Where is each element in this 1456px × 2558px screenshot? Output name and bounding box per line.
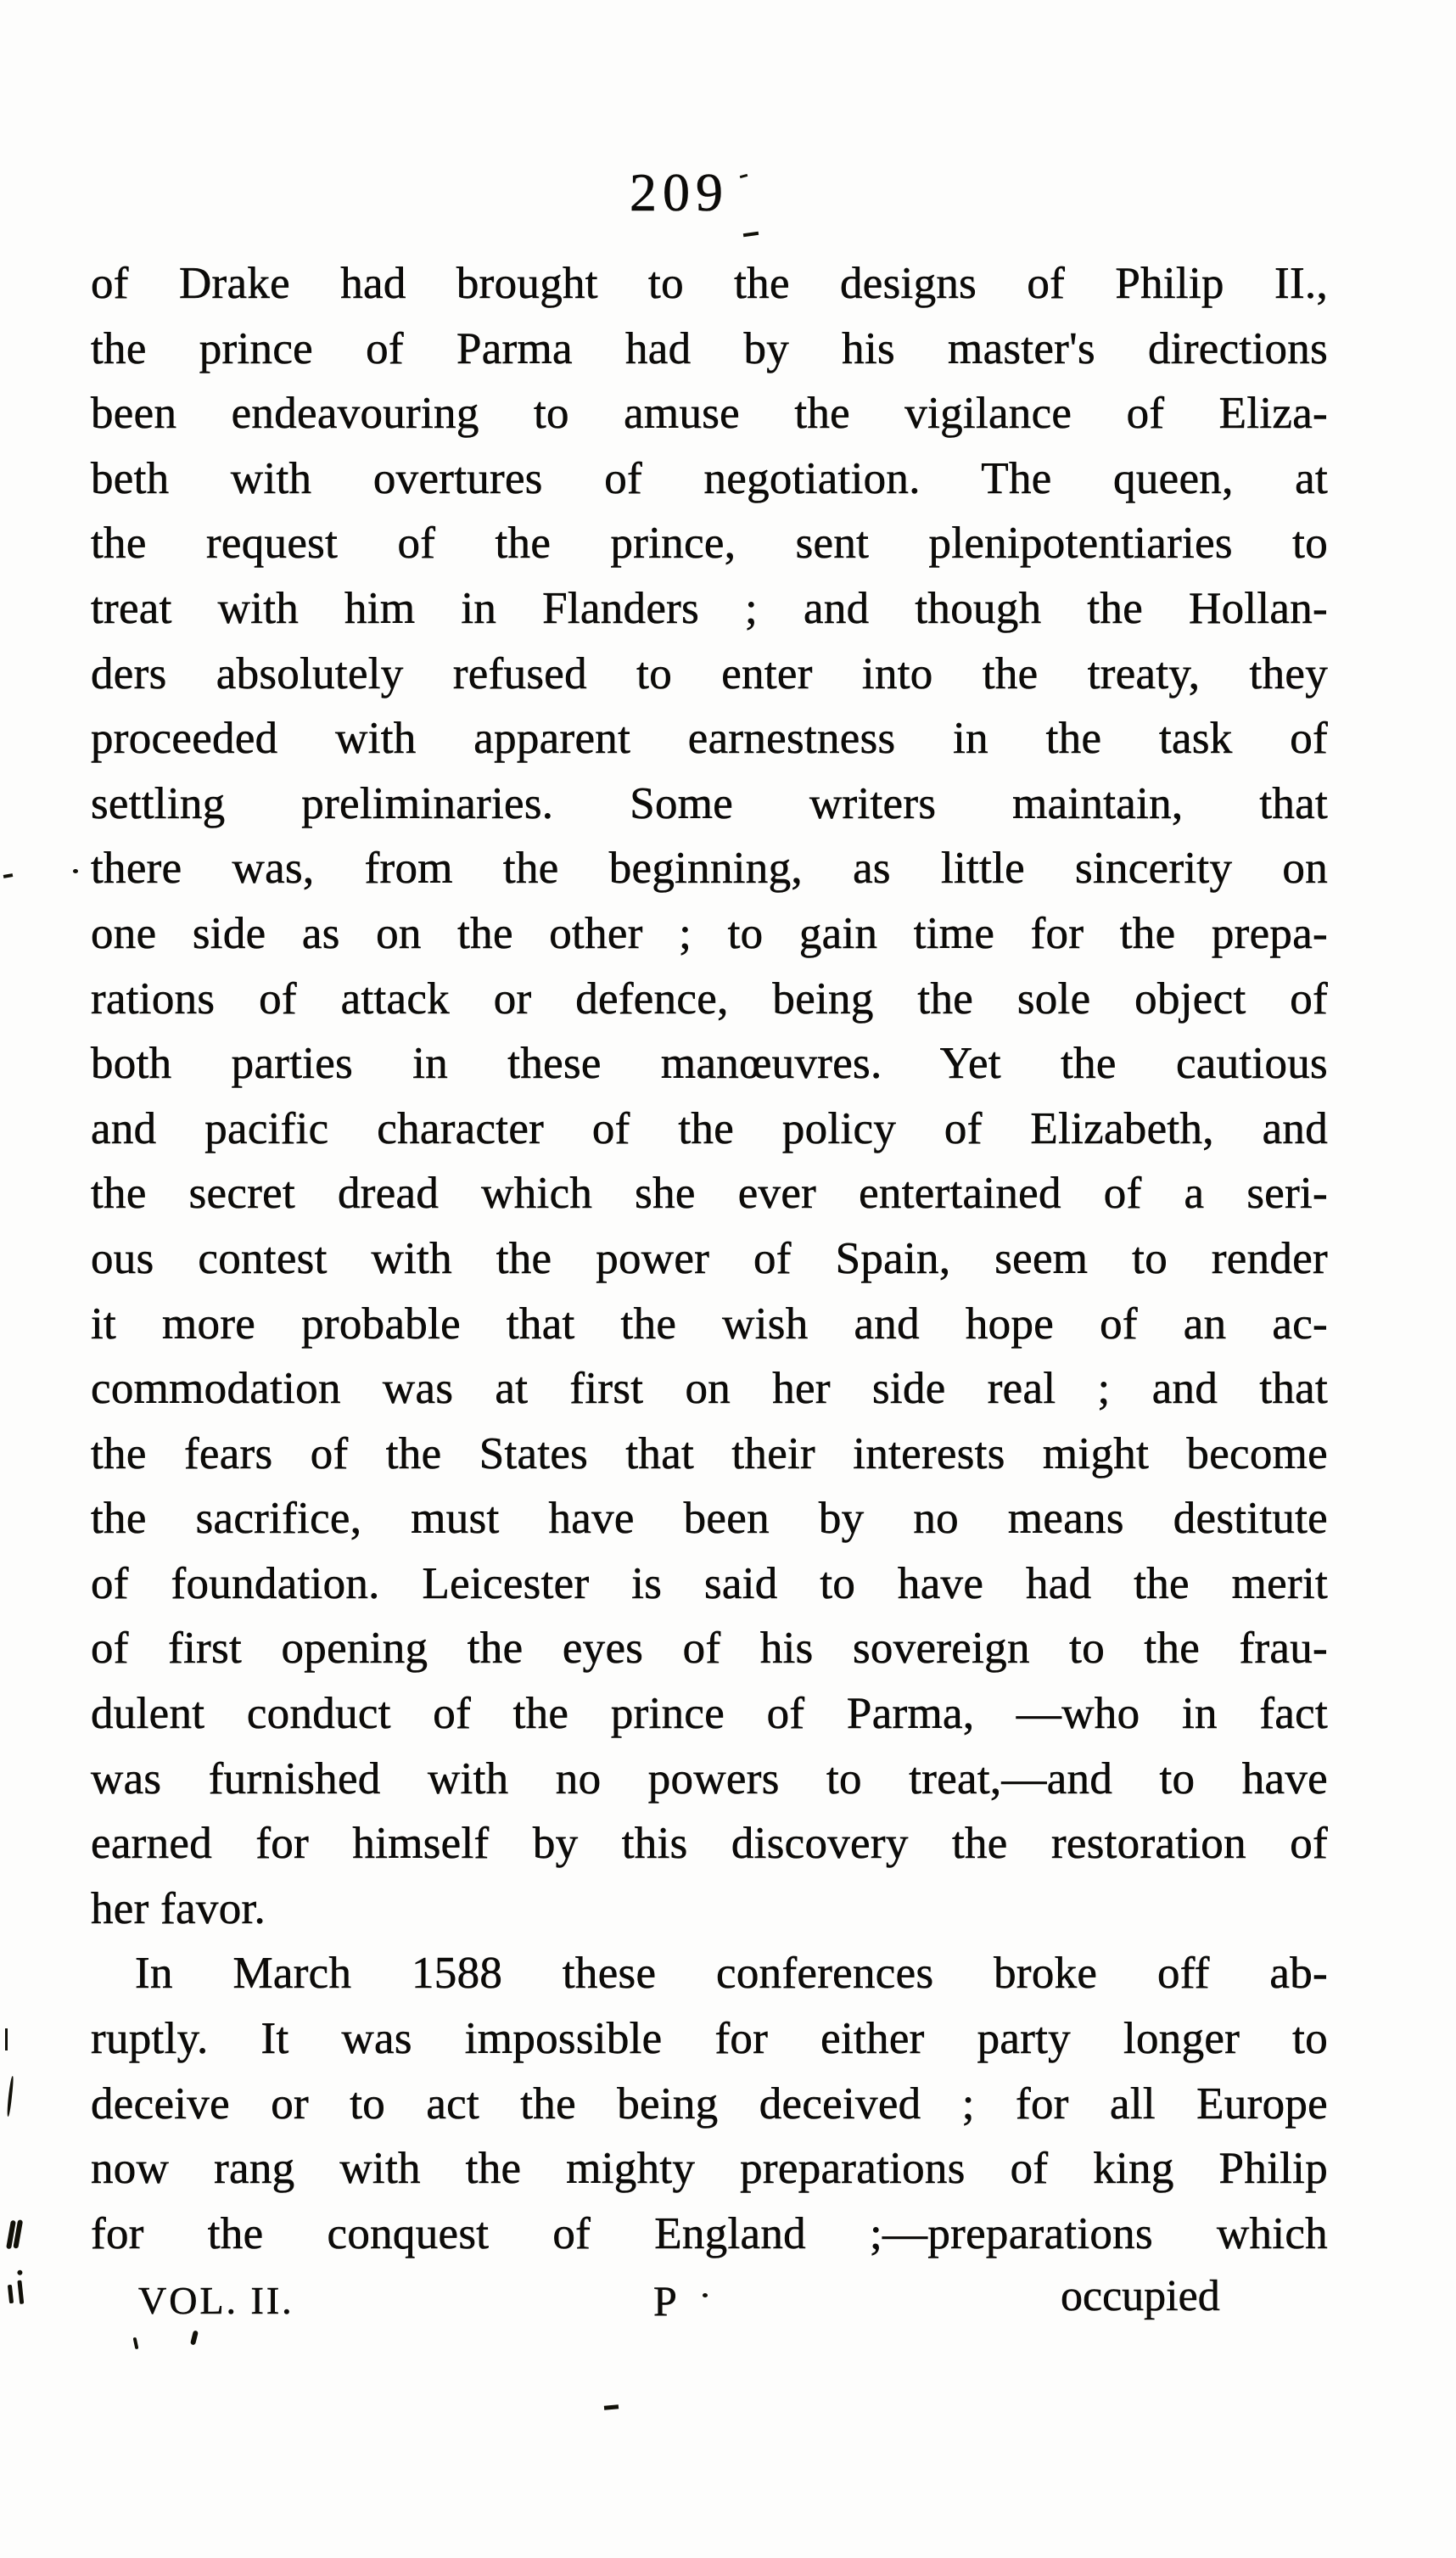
text-line: the prince of Parma had by his master's directions (91, 323, 1328, 373)
text-line: commodation was at first on her side real ; and that (91, 1364, 1328, 1414)
text-line-paragraph-end: her favor. (91, 1883, 266, 1933)
text-line: there was, from the beginning, as little sincerity on (91, 844, 1328, 894)
volume-label: VOL. II. (138, 2279, 294, 2322)
text-line: it more probable that the wish and hope of an ac- (91, 1299, 1328, 1349)
text-line: earned for himself by this discovery the restoration of (91, 1819, 1328, 1869)
ink-dash-below-page-number (743, 232, 759, 237)
catchword: occupied (1061, 2272, 1220, 2320)
text-line: and pacific character of the policy of Elizabeth, and (91, 1103, 1328, 1153)
text-line: the request of the prince, sent plenipotentiaries to (91, 519, 1328, 569)
ink-speck (740, 174, 748, 178)
text-line: the secret dread which she ever entertained of a seri- (91, 1169, 1328, 1219)
ink-dot-left-margin (73, 869, 78, 873)
ink-dash-left-margin (3, 873, 14, 878)
text-line-paragraph-start: In March 1588 these conferences broke off ab- (135, 1949, 1328, 1999)
text-line: was furnished with no powers to treat,—and to have (91, 1753, 1328, 1804)
text-line: now rang with the mighty preparations of king Philip (91, 2144, 1328, 2194)
text-line: the sacrifice, must have been by no means destitute (91, 1494, 1328, 1544)
ink-smudge-left-margin (8, 2285, 14, 2303)
text-line: ous contest with the power of Spain, seem to render (91, 1233, 1328, 1283)
text-line: beth with overtures of negotiation. The queen, at (91, 453, 1328, 503)
text-line: rations of attack or defence, being the sole object of (91, 973, 1328, 1024)
ink-apostrophe-below-volume (190, 2331, 199, 2346)
text-line: of Drake had brought to the designs of Philip II., (91, 259, 1328, 308)
text-line: deceive or to act the being deceived ; for all Europe (91, 2078, 1328, 2129)
text-line: one side as on the other ; to gain time for the prepa- (91, 908, 1328, 958)
text-line: been endeavouring to amuse the vigilance of Eliza- (91, 389, 1328, 439)
text-line: of foundation. Leicester is said to have had the merit (91, 1558, 1328, 1608)
text-line: of first opening the eyes of his sovereign to the frau- (91, 1624, 1328, 1674)
ink-blob-left-margin (6, 2220, 16, 2250)
text-line: the fears of the States that their interests might become (91, 1428, 1328, 1478)
text-line: ders absolutely refused to enter into the treaty, they (91, 648, 1328, 698)
page-text-block (91, 251, 1328, 2266)
ink-dash-bottom-center (604, 2404, 619, 2409)
text-line: ruptly. It was impossible for either party longer to (91, 2014, 1328, 2064)
text-line: proceeded with apparent earnestness in the task of (91, 714, 1328, 764)
ink-tick-below-volume (133, 2337, 139, 2350)
text-line: treat with him in Flanders ; and though the Hollan- (91, 583, 1328, 633)
ink-tick-left-margin (5, 2028, 8, 2050)
text-line: for the conquest of England ;—preparations which (91, 2208, 1328, 2258)
page-number: 209 (630, 162, 729, 222)
text-line: settling preliminaries. Some writers maintain, that (91, 778, 1328, 828)
ink-curve-left-margin (7, 2076, 14, 2117)
ink-dot-right-of-signature (703, 2293, 708, 2297)
printer-signature-mark: P (653, 2277, 677, 2325)
text-line: both parties in these manœuvres. Yet the cautious (91, 1039, 1328, 1089)
text-line: dulent conduct of the prince of Parma, —who in fact (91, 1689, 1328, 1739)
